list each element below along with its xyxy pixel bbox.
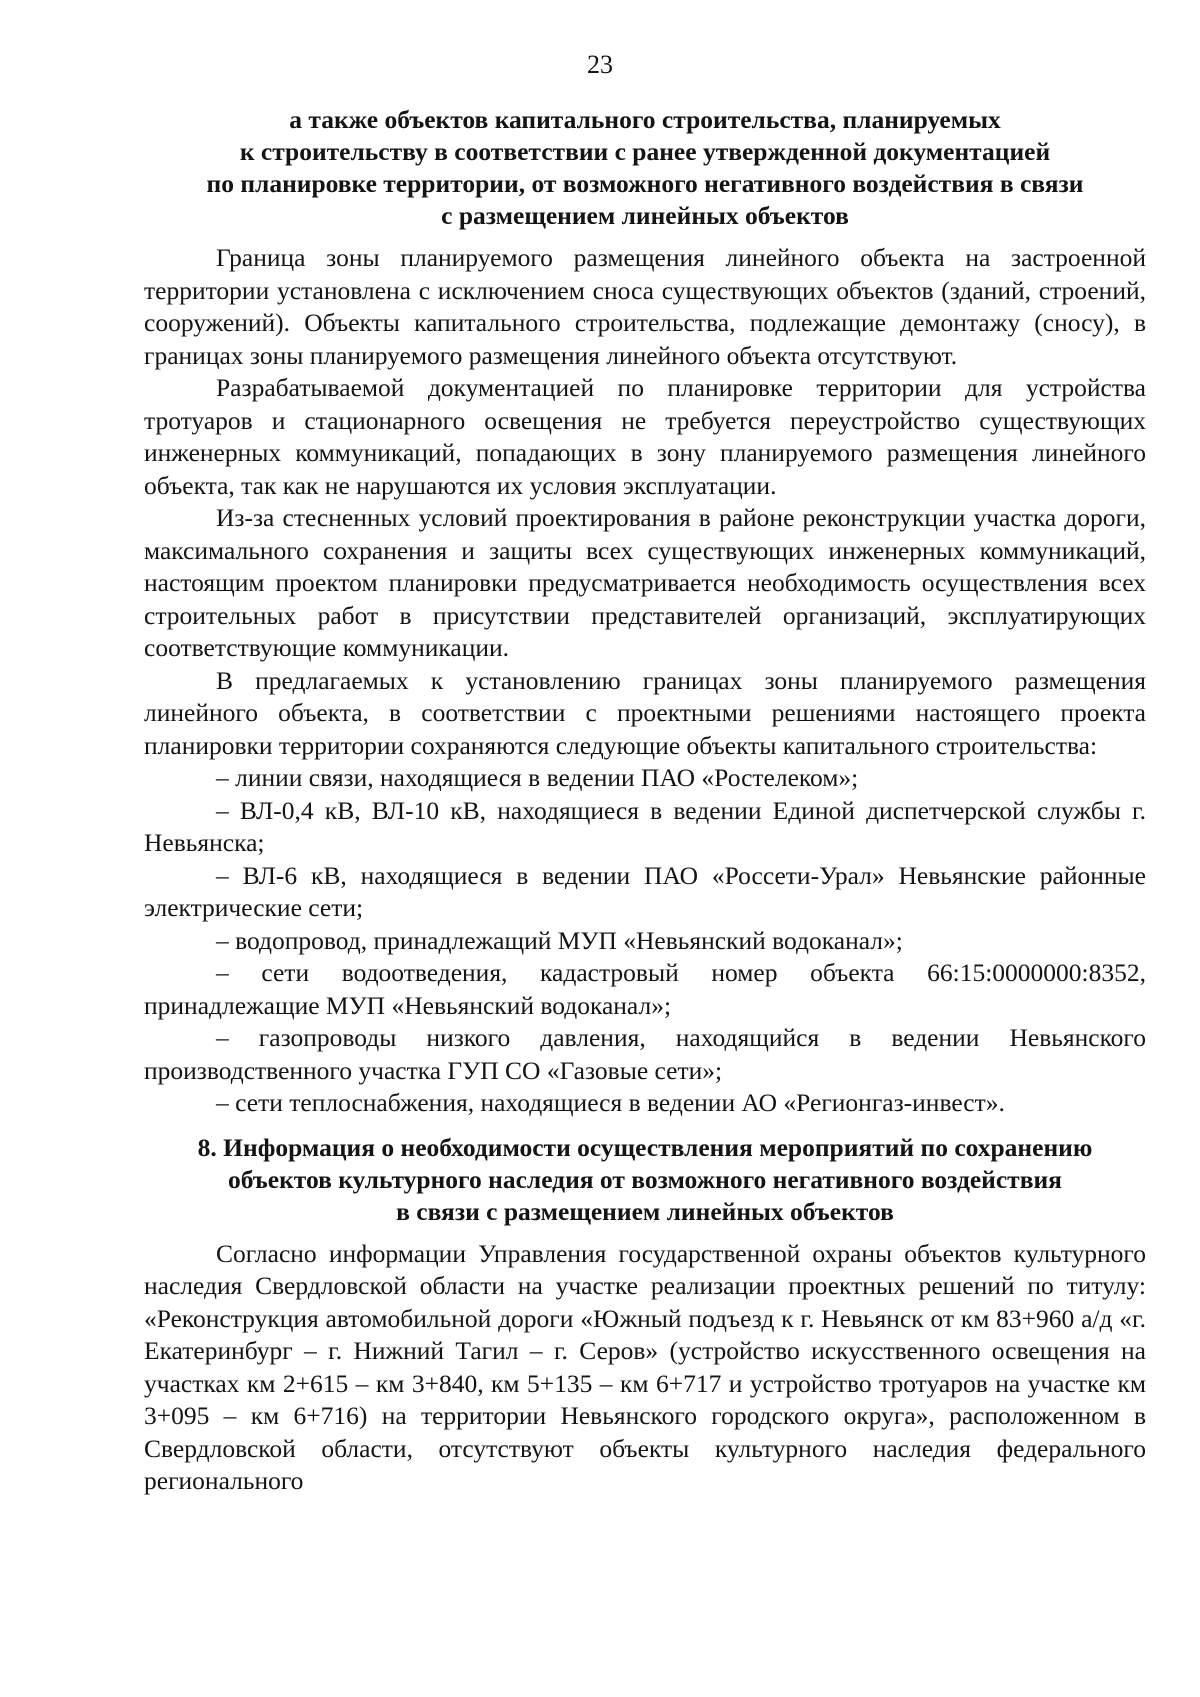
paragraph-constraints: Из-за стесненных условий проектирования в районе реконструкции участка дороги, максимального сохранения и защиты всех существующих инженерных коммуникаций, настоящим проектом планировки предусматривается необходимость осуществления всех строительных работ в присутствии представителей организаций, эксплуатирующих соответствующие коммуникации. [144, 503, 1146, 662]
section-8-heading [144, 1132, 1146, 1228]
heading-line: в связи с размещением линейных объектов [396, 1196, 894, 1226]
heading-line: а также объектов капитального строительства, планируемых [289, 105, 1001, 134]
heading-line: к строительству в соответствии с ранее утвержденной документацией [239, 137, 1051, 166]
list-item: – ВЛ-6 кВ, находящиеся в ведении ПАО «Россети-Урал» Невьянские районные электрические сети; [144, 860, 1146, 922]
list-item: – сети теплоснабжения, находящиеся в ведении АО «Регионгаз-инвест». [216, 1088, 1005, 1117]
list-item: – ВЛ-0,4 кВ, ВЛ-10 кВ, находящиеся в ведении Единой диспетчерской службы г. Невьянска; [144, 795, 1146, 857]
heading-line: 8. Информация о необходимости осуществления мероприятий по сохранению [197, 1132, 1093, 1162]
document-body [144, 104, 1146, 1498]
paragraph-cultural-heritage: Согласно информации Управления государственной охраны объектов культурного наследия Свердловской области на участке реализации проектных решений по титулу: «Реконструкция автомобильной дороги «Южный подъезд к г. Невьянск от км 83+960 а/д «г. Екатеринбург – г. Нижний Тагил – г. Серов» (устройство искусственного освещения на участках км 2+615 – км 3+840, км 5+135 – км 6+717 и устройство тротуаров на участке км 3+095 – км 6+716) на территории Невьянского городского округа», расположенном в Свердловской области, отсутствуют объекты культурного наследия федерального регионального [144, 1238, 1146, 1495]
heading-line: с размещением линейных объектов [441, 201, 849, 230]
heading-line: объектов культурного наследия от возможного негативного воздействия [228, 1164, 1062, 1194]
section-heading-continued [144, 104, 1146, 232]
paragraph-boundary: Граница зоны планируемого размещения линейного объекта на застроенной территории установлена с исключением сноса существующих объектов (зданий, строений, сооружений). Объекты капитального строительства, подлежащие демонтажу (сносу), в границах зоны планируемого размещения линейного объекта отсутствуют. [144, 243, 1146, 370]
paragraph-preserved-objects: В предлагаемых к установлению границах зоны планируемого размещения линейного объекта, в соответствии с проектными решениями настоящего проекта планировки территории сохраняются следующие объекты капитального строительства: [144, 665, 1146, 760]
heading-line: по планировке территории, от возможного негативного воздействия в связи [206, 169, 1084, 198]
page-number: 23 [587, 50, 613, 79]
list-item: – газопроводы низкого давления, находящийся в ведении Невьянского производственного участка ГУП СО «Газовые сети»; [144, 1023, 1146, 1085]
list-item: – водопровод, принадлежащий МУП «Невьянский водоканал»; [216, 925, 903, 955]
paragraph-utilities: Разрабатываемой документацией по планировке территории для устройства тротуаров и стационарного освещения не требуется переустройство существующих инженерных коммуникаций, попадающих в зону планируемого размещения линейного объекта, так как не нарушаются их условия эксплуатации. [144, 373, 1146, 500]
list-item: – линии связи, находящиеся в ведении ПАО «Ростелеком»; [216, 763, 859, 792]
preserved-objects-list [144, 762, 1146, 1120]
list-item: – сети водоотведения, кадастровый номер объекта 66:15:0000000:8352, принадлежащие МУП «Невьянский водоканал»; [144, 958, 1146, 1020]
